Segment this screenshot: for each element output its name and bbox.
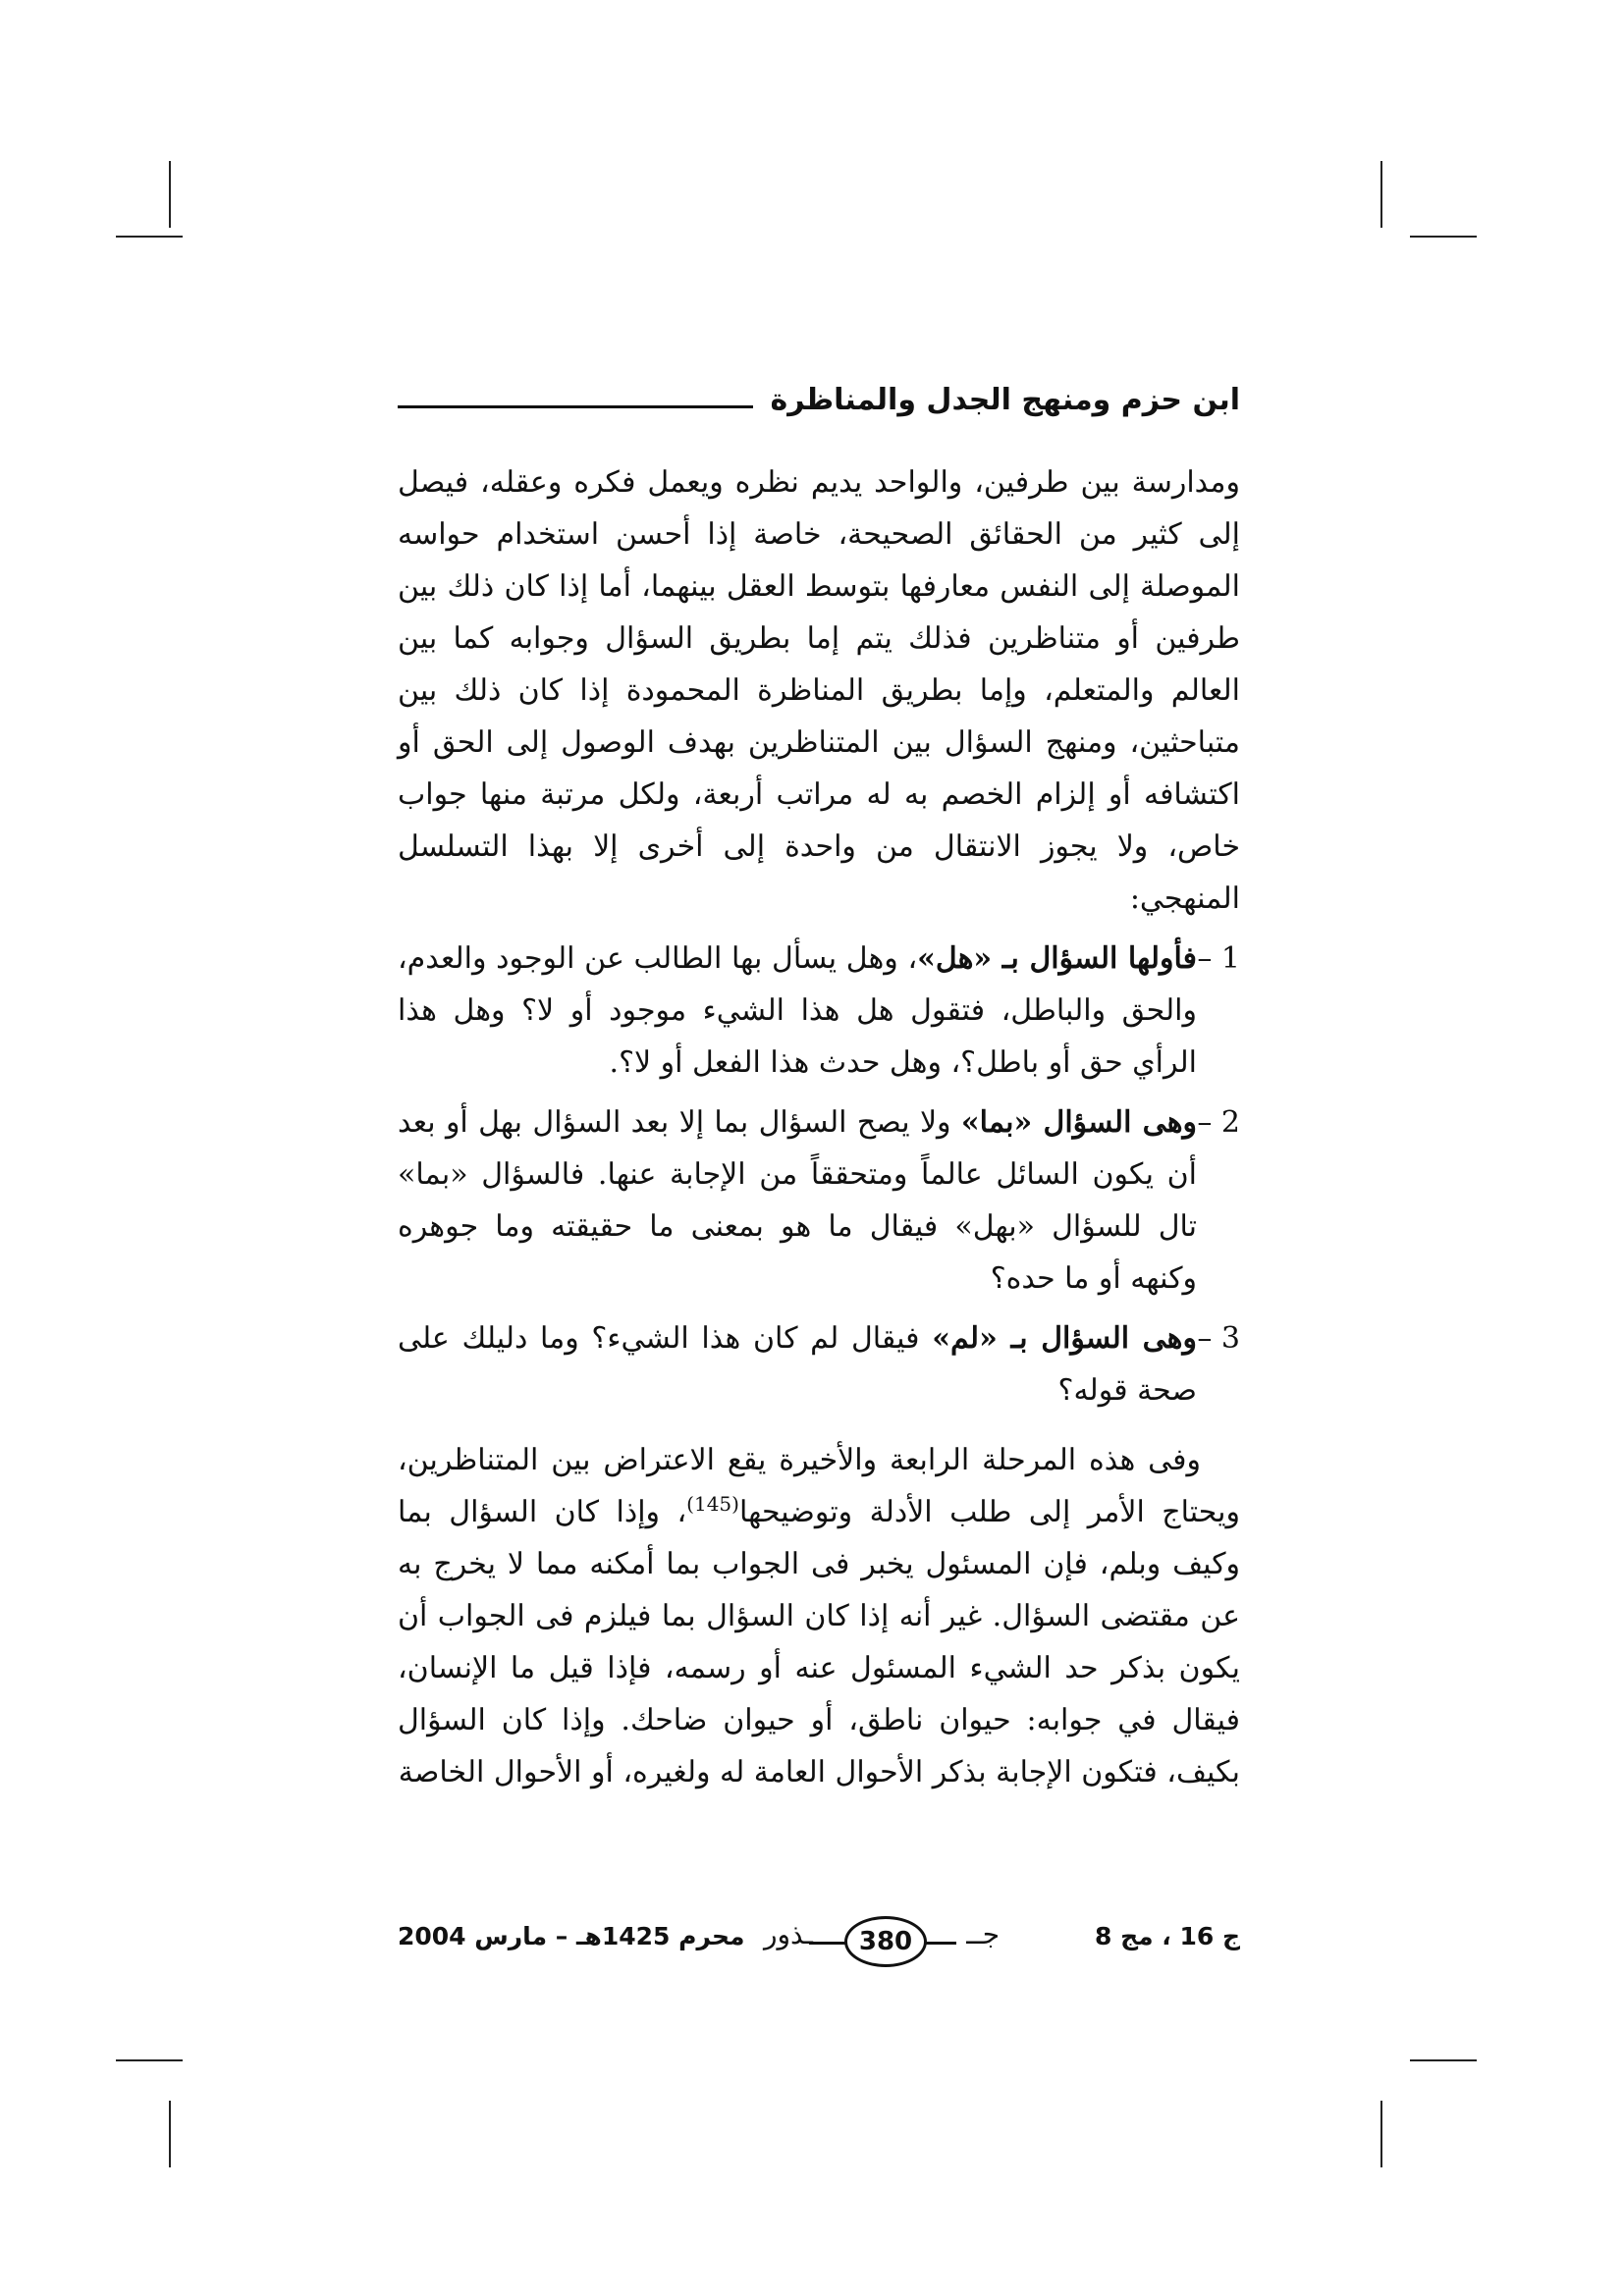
- paragraph-text: ، وإذا كان السؤال بما وكيف وبلم، فإن المسئول يخبر فى الجواب بما أمكنه مما لا يخرج به عن مقتضى السؤال. غير أنه إذا كان السؤال بما فيلزم فى الجواب أن يكون بذكر حد الشيء المسئول عنه أو رسمه، فإذا قيل ما الإنسان، فيقال في جوابه: حيوان ناطق، أو حيوان ضاحك. وإذا كان السؤال بكيف، فتكون الإجابة بذكر الأحوال العامة له ولغيره، أو الأحوال الخاصة: [398, 1495, 1240, 1789]
- list-lead: فأولها السؤال بـ «هل»: [917, 941, 1197, 976]
- list-rest: ، وهل يسأل بها الطالب عن الوجود والعدم، والحق والباطل، فتقول هل هذا الشيء موجود أو لا؟ وهل هذا الرأي حق أو باطل؟، وهل حدث هذا الفعل أو لا؟.: [398, 941, 1197, 1080]
- footnote-reference[interactable]: (145): [686, 1492, 739, 1516]
- page-body: [398, 456, 1240, 1798]
- list-number: 3 –: [1197, 1321, 1240, 1356]
- list-text: [398, 933, 1197, 1089]
- running-header: [398, 377, 1240, 422]
- list-number: 2 –: [1197, 1105, 1240, 1140]
- paragraph-conclusion: [398, 1434, 1240, 1798]
- list-rest: فيقال لم كان هذا الشيء؟ وما دليلك على صحة قوله؟: [398, 1321, 1197, 1408]
- list-lead: وهى السؤال بـ «لم»: [932, 1321, 1197, 1356]
- crop-mark: [1380, 2101, 1382, 2167]
- journal-name-part: ـذور: [764, 1918, 813, 1950]
- journal-name-part: جــ: [966, 1918, 1000, 1950]
- issue-date: محرم 1425هـ – مارس 2004: [398, 1922, 745, 1950]
- paragraph-text: وفى هذه المرحلة الرابعة والأخيرة يقع الاعتراض بين المتناظرين، ويحتاج الأمر إلى طلب الأدلة وتوضيحها: [398, 1443, 1241, 1529]
- list-text: [398, 1312, 1197, 1416]
- header-rule: [398, 405, 753, 408]
- crop-mark: [1380, 161, 1382, 228]
- page-footer: [398, 1910, 1240, 1969]
- list-item: [398, 1096, 1240, 1305]
- journal-logo: [758, 1910, 1013, 1969]
- crop-mark: [116, 2059, 183, 2061]
- list-item: [398, 933, 1240, 1089]
- list-text: [398, 1096, 1197, 1305]
- list-item: [398, 1312, 1240, 1416]
- crop-mark: [1410, 236, 1477, 238]
- header-title: ابن حزم ومنهج الجدل والمناظرة: [770, 382, 1240, 417]
- volume-issue: ج 16 ، مج 8: [1094, 1922, 1240, 1950]
- list-number: 1 –: [1197, 941, 1240, 976]
- list-rest: ولا يصح السؤال بما إلا بعد السؤال بهل أو بعد أن يكون السائل عالماً ومتحققاً من الإجابة عنها. فالسؤال «بما» تال للسؤال «بهل» فيقال ما هو بمعنى ما حقيقته وما جوهره وكنهه أو ما حده؟: [398, 1105, 1197, 1296]
- list-lead: وهى السؤال «بما»: [960, 1105, 1197, 1140]
- paragraph-intro: ومدارسة بين طرفين، والواحد يديم نظره ويعمل فكره وعقله، فيصل إلى كثير من الحقائق الصحيحة، خاصة إذا أحسن استخدام حواسه الموصلة إلى النفس معارفها بتوسط العقل بينهما، أما إذا كان ذلك بين طرفين أو متناظرين فذلك يتم إما بطريق السؤال وجوابه كما بين العالم والمتعلم، وإما بطريق المناظرة المحمودة إذا كان ذلك بين متباحثين، ومنهج السؤال بين المتناظرين بهدف الوصول إلى الحق أو اكتشافه أو إلزام الخصم به له مراتب أربعة، ولكل مرتبة منها جواب خاص، ولا يجوز الانتقال من واحدة إلى أخرى إلا بهذا التسلسل المنهجي:: [398, 465, 1240, 916]
- page-number: 380: [844, 1916, 927, 1967]
- crop-mark: [169, 161, 171, 228]
- crop-mark: [116, 236, 183, 238]
- crop-mark: [169, 2101, 171, 2167]
- crop-mark: [1410, 2059, 1477, 2061]
